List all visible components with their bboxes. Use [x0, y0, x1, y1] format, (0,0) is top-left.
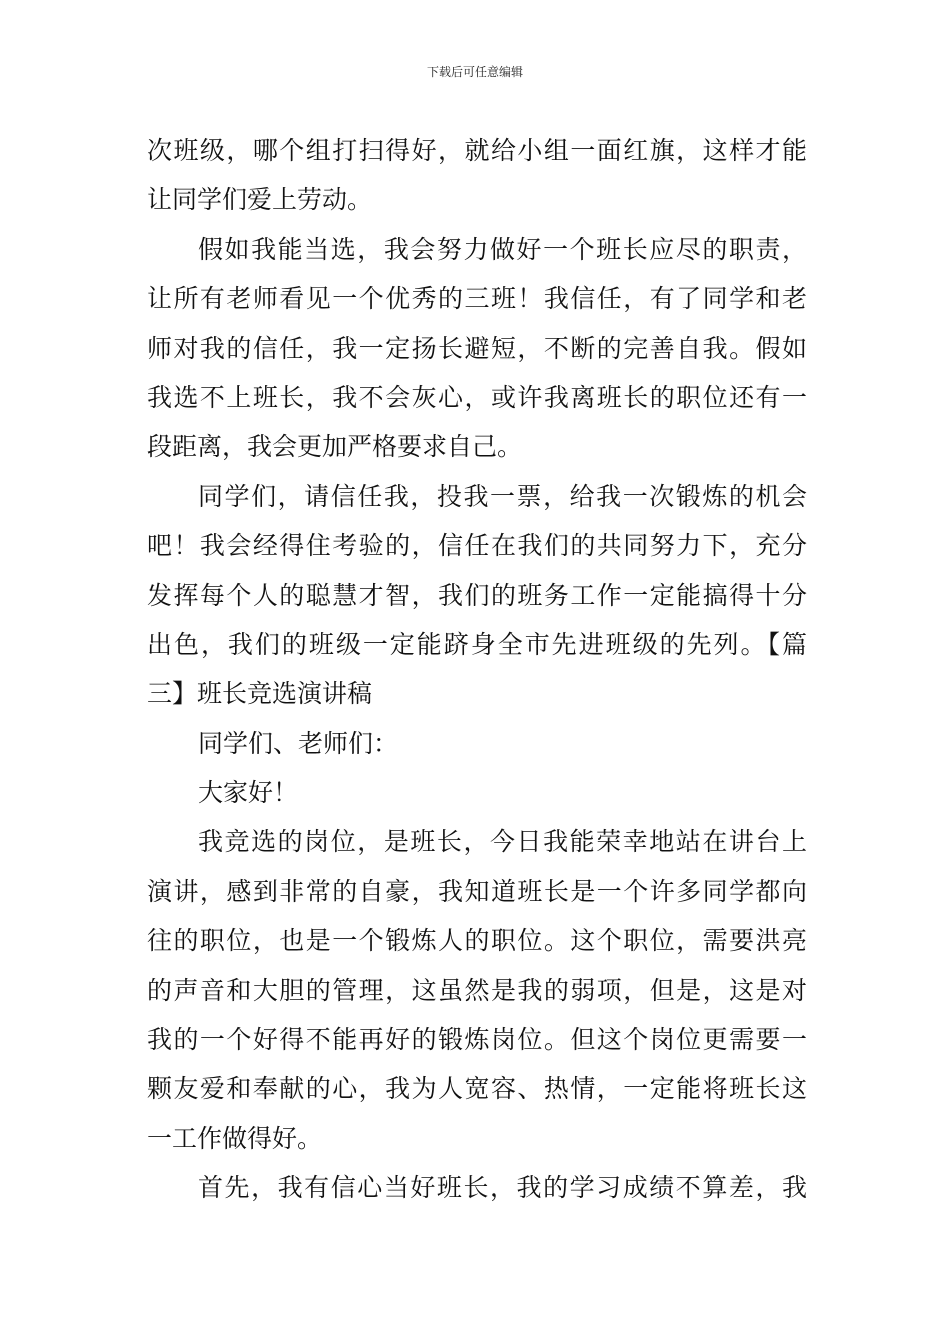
text-line: 首先，我有信心当好班长，我的学习成绩不算差，我 [198, 1173, 807, 1203]
text-line: 我选不上班长，我不会灰心，或许我离班长的职位还有一 [147, 382, 807, 412]
text-line: 一工作做得好。 [147, 1123, 323, 1153]
text-line: 三】班长竞选演讲稿 [147, 679, 373, 709]
page-header: 下载后可任意编辑 [426, 65, 523, 79]
text-line: 我的一个好得不能再好的锻炼岗位。但这个岗位更需要一 [147, 1025, 807, 1055]
text-line: 大家好！ [198, 778, 299, 808]
text-line: 让所有老师看见一个优秀的三班！我信任，有了同学和老 [147, 284, 807, 314]
text-line: 同学们、老师们： [198, 728, 399, 758]
text-line: 我竞选的岗位，是班长，今日我能荣幸地站在讲台上 [198, 827, 807, 857]
text-line: 段距离，我会更加严格要求自己。 [147, 432, 523, 462]
text-line: 同学们，请信任我，投我一票，给我一次锻炼的机会 [198, 481, 807, 511]
text-line: 发挥每个人的聪慧才智，我们的班务工作一定能搞得十分 [147, 580, 807, 610]
text-line: 吧！我会经得住考验的，信任在我们的共同努力下，充分 [147, 531, 807, 561]
text-line: 颗友爱和奉献的心，我为人宽容、热情，一定能将班长这 [147, 1074, 807, 1104]
text-line: 师对我的信任，我一定扬长避短，不断的完善自我。假如 [147, 333, 807, 363]
text-line: 往的职位，也是一个锻炼人的职位。这个职位，需要洪亮 [147, 926, 807, 956]
text-line: 次班级，哪个组打扫得好，就给小组一面红旗，这样才能 [147, 136, 807, 165]
text-line: 出色，我们的班级一定能跻身全市先进班级的先列。【篇 [147, 629, 807, 659]
text-line: 让同学们爱上劳动。 [147, 185, 373, 215]
text-line: 假如我能当选，我会努力做好一个班长应尽的职责， [198, 234, 807, 264]
text-line: 的声音和大胆的管理，这虽然是我的弱项，但是，这是对 [147, 975, 807, 1005]
text-line: 演讲，感到非常的自豪，我知道班长是一个许多同学都向 [147, 876, 807, 906]
document-body [147, 126, 807, 1213]
